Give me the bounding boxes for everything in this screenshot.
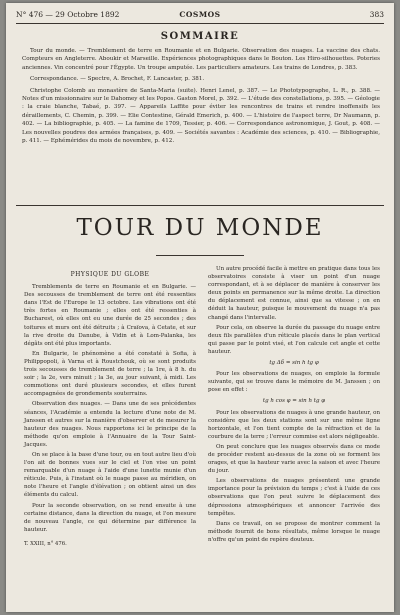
paragraph: Pour les observations de nuages à une grande hauteur, on considère que les deux stations sont sur une même ligne horizontale, et l'on tient compte de la réfraction et de la courbure de la terre ; l'erreur commise est alors négligeable. bbox=[208, 409, 380, 440]
page-header bbox=[16, 9, 384, 21]
paragraph: Un autre procédé facile à mettre en pratique dans tous les observatoires consiste à viser un point d'un nuage correspondant, et à se déplacer de manière à conserver les deux points en permanence sur la même droite. La direction du déplacement est connue, ainsi que sa vitesse ; on en déduit la hauteur, puisque le mouvement du nuage n'a pas changé dans l'intervalle. bbox=[208, 266, 380, 321]
paragraph: Tremblements de terre en Roumanie et en Bulgarie. — Des secousses de tremblement de terre ont été ressenties dans l'Est de l'Europe le 13 octobre. Les vibrations ont été très fortes en Roumanie ; elles ont été ressenties à Bucharest, où elles ont eu une durée de 25 secondes ; des toitures et murs ont été détruits ; à Craïova, à Cetate, et sur la rive droite du Danube, à Vidin et à Lom-Palanka, les dégâts ont été plus importants. bbox=[24, 284, 196, 347]
paragraph: Pour cela, on observe la durée du passage du nuage entre deux fils parallèles d'un réticule placés dans le plan vertical qui passe par le point visé, et l'on calcule cet angle et cette hauteur. bbox=[208, 324, 380, 355]
summary-title: SOMMAIRE bbox=[160, 31, 240, 42]
section-title: TOUR DU MONDE bbox=[76, 215, 324, 241]
summary-block bbox=[22, 47, 380, 148]
paragraph: Pour les observations de nuages, on emploie la formule suivante, qui se trouve dans le mémoire de M. Janssen ; on pose en effet : bbox=[208, 371, 380, 394]
journal-title: COSMOS bbox=[179, 10, 221, 19]
paragraph: Les observations de nuages présentent une grande importance pour la prévision du temps ; c'est à l'aide de ces observations que l'on peut suivre le déplacement des dépressions atmosphériques et annoncer l'arrivée des tempêtes. bbox=[208, 478, 380, 517]
summary-paragraph: Tour du monde. — Tremblement de terre en Roumanie et en Bulgarie. Observation des nuages. La vaccine des chats. Compteurs en Angleterre. Aboukir et Marseille. Expériences photographiques dans le Bouton. Les Hiro-silhouettes. Poteries anciennes. Vin concentré pour l'Égypte. Un troupe amputée. Les particuliers amateurs. Les trains de Londres, p. 383. bbox=[22, 48, 380, 71]
paragraph: On se place à la base d'une tour, ou en tout autre lieu d'où l'on ait de bonnes vues sur le ciel et l'on vise un point remarquable d'un nuage à l'aide d'une lunette munie d'un réticule. Puis, à l'instant où le nuage passe au méridien, on note l'heure et l'angle d'élévation ; on obtient ainsi un des éléments du calcul. bbox=[24, 451, 196, 499]
issue-number: N° 476 — 29 Octobre 1892 bbox=[16, 10, 120, 19]
page-number: 383 bbox=[369, 10, 384, 19]
article-columns bbox=[24, 265, 382, 601]
summary-rule bbox=[16, 205, 384, 206]
left-column bbox=[24, 265, 196, 550]
header-rule bbox=[16, 23, 384, 24]
paragraph: En Bulgarie, le phénomène a été constaté à Sofia, à Philippopoli, à Varna et à Roustchouk, où se sont produits trois secousses de tremblement de terre ; la 1re, à 8 h. du soir ; la 2e, vers minuit ; la 3e, au jour suivant, à midi. Les commotions ont duré plusieurs secondes, et elles furent accompagnées de grondements souterrains. bbox=[24, 350, 196, 398]
formula: tg h cos φ = sin h tg φ bbox=[262, 398, 326, 405]
paragraph: Dans ce travail, on se propose de montrer comment la méthode fournit de bons résultats, même lorsque le nuage n'offre qu'un point de repère douteux. bbox=[208, 520, 380, 543]
formula: tg Δδ = sin h tg φ bbox=[269, 360, 319, 367]
volume-footer: T. XXIII, n° 476. bbox=[24, 540, 67, 547]
newspaper-page bbox=[6, 3, 394, 612]
paragraph: On peut conclure que les nuages observés dans ce mode de procéder restent au-dessus de la zone où se forment les orages, et que la hauteur varie avec la saison et avec l'heure du jour. bbox=[208, 443, 380, 475]
paragraph: Observation des nuages. — Dans une de ses précédentes séances, l'Académie a entendu la lecture d'une note de M. Janssen et autres sur la manière d'observer et de mesurer la hauteur des nuages. Nous rapportons ici le principe de la méthode qu'on emploie à l'Annuaire de la Tour Saint-Jacques. bbox=[24, 401, 196, 448]
right-column bbox=[208, 265, 380, 546]
summary-paragraph: Correspondance. — Spectre, A. Brochet, F. Lancaster, p. 381. bbox=[30, 76, 205, 83]
summary-paragraph: Christophe Colomb au monastère de Santa-Maria (suite). Henri Lenel, p. 387. — Le Phototypographe, L. R., p. 388. — Notes d'un missionnaire sur le Dahomey et les Popos. Gaston Morel, p. 392. — L'étude des constellations, p. 395. — Géologie : la craie blanche, Tabaé, p. 397. — Appareils Laffite pour éviter les rencontres de trains et rendre inoffensifs les déraillements, C. Chemin, p. 399. — Elie Contestine, Gérald Emerich, p. 400. — L'histoire de l'aspect terre, Dr Naumann, p. 402. — La bibliographie, p. 405. — La famine de 1709, Tessier, p. 406. — Correspondance astronomique, J. Gout, p. 408. — Les nouvelles poudres des armées françaises, p. 409. — Sociétés savantes : Académie des sciences, p. 410. — Bibliographie, p. 411. — Ephémérides du mois de novembre, p. 412. bbox=[22, 87, 380, 145]
column-heading: PHYSIQUE DU GLOBE bbox=[70, 271, 150, 278]
paragraph: Pour la seconde observation, on se rend ensuite à une certaine distance, dans la direction du nuage, et l'on mesure de nouveau l'angle, ce qui détermine par différence la hauteur. bbox=[24, 502, 196, 533]
title-rule bbox=[156, 255, 244, 256]
